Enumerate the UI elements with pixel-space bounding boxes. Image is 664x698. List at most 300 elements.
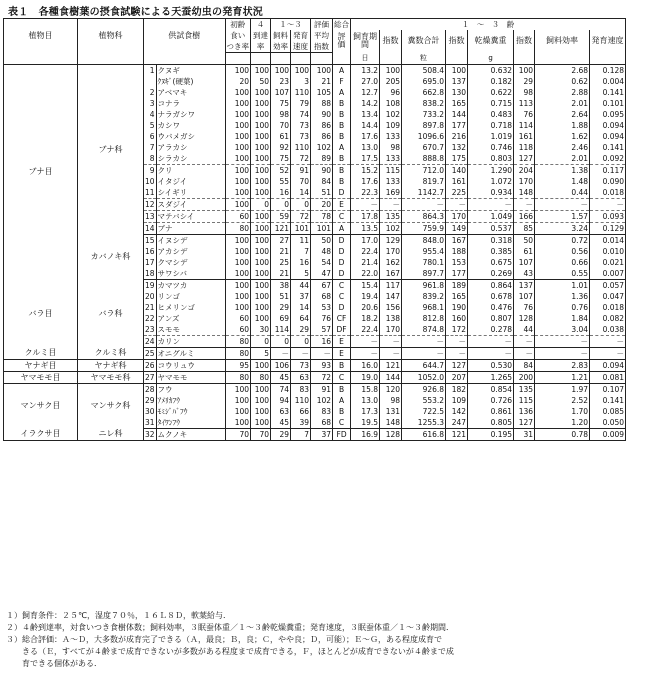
species-name: ｱﾒﾘｶﾌｳ: [156, 395, 225, 406]
data-cell: 78: [311, 211, 333, 223]
data-cell: 90: [311, 109, 333, 120]
data-cell: 839.2: [402, 291, 446, 302]
data-cell: 759.9: [402, 223, 446, 235]
family-cell: バラ科: [78, 280, 144, 348]
species-name: クマシデ: [156, 257, 225, 268]
data-cell: 144: [446, 109, 468, 120]
data-cell: 100: [225, 199, 251, 211]
data-cell: 138: [380, 313, 402, 324]
data-cell: 142: [446, 406, 468, 417]
data-cell: 102: [380, 223, 402, 235]
data-cell: 3.24: [535, 223, 590, 235]
header-c3b: 効率: [271, 41, 291, 53]
data-cell: 100: [271, 65, 291, 77]
data-cell: 44: [514, 324, 535, 336]
header-c4b: 速度: [291, 41, 311, 53]
data-cell: 2.88: [535, 87, 590, 98]
species-number: 24: [145, 336, 155, 346]
order-cell: バラ目: [4, 280, 78, 348]
data-cell: 148: [514, 187, 535, 199]
data-cell: 508.4: [402, 65, 446, 77]
data-cell: 100: [225, 302, 251, 313]
data-cell: 70: [225, 429, 251, 441]
data-cell: 100: [251, 246, 271, 257]
data-cell: 37: [311, 429, 333, 441]
data-cell: 121: [271, 223, 291, 235]
data-cell: －: [402, 336, 446, 348]
species-name: ﾓﾐｼﾞﾊﾞﾌｳ: [156, 406, 225, 417]
data-cell: －: [590, 336, 626, 348]
species-name: ヒメリンゴ: [156, 302, 225, 313]
data-cell: 100: [225, 235, 251, 247]
header-c4: 発育: [291, 30, 311, 41]
data-cell: 100: [225, 395, 251, 406]
data-cell: 117: [380, 280, 402, 292]
data-cell: 2.68: [535, 65, 590, 77]
data-cell: 1096.6: [402, 131, 446, 142]
data-cell: 16: [291, 257, 311, 268]
header-c8: 指数: [380, 30, 402, 53]
data-cell: －: [514, 336, 535, 348]
data-cell: 100: [251, 131, 271, 142]
species-number: 29: [145, 395, 155, 405]
data-cell: 1.38: [535, 165, 590, 177]
eval-grade: B: [333, 109, 351, 120]
data-cell: 0.090: [590, 176, 626, 187]
data-cell: 100: [225, 176, 251, 187]
data-cell: 1.265: [468, 372, 514, 384]
data-cell: 19.4: [351, 291, 380, 302]
data-cell: 0.62: [535, 76, 590, 87]
data-cell: 118: [514, 142, 535, 153]
data-cell: 100: [446, 65, 468, 77]
data-cell: －: [535, 348, 590, 360]
data-cell: 15.8: [351, 384, 380, 396]
header-c11: 乾燥糞重: [468, 30, 514, 53]
species-number: 17: [145, 257, 155, 267]
data-cell: 644.7: [402, 360, 446, 372]
data-cell: 68: [311, 417, 333, 429]
data-cell: 0.622: [468, 87, 514, 98]
data-cell: 50: [311, 235, 333, 247]
data-cell: 0.864: [468, 280, 514, 292]
data-cell: 1.36: [535, 291, 590, 302]
data-cell: 20.6: [351, 302, 380, 313]
data-cell: 955.4: [402, 246, 446, 257]
eval-grade: D: [333, 235, 351, 247]
species-name: ｸﾇｷﾞ(硬葉): [156, 76, 225, 87]
table-row: [4, 280, 626, 292]
data-cell: 69: [271, 313, 291, 324]
eval-grade: D: [333, 302, 351, 313]
data-cell: 0.55: [535, 268, 590, 280]
data-cell: 0.678: [468, 291, 514, 302]
species-number: 12: [145, 199, 155, 209]
data-cell: 137: [446, 76, 468, 87]
data-cell: 0.476: [468, 302, 514, 313]
data-cell: 21: [311, 76, 333, 87]
data-cell: 98: [380, 395, 402, 406]
data-cell: 21.4: [351, 257, 380, 268]
data-cell: 15.4: [351, 280, 380, 292]
data-cell: 100: [251, 417, 271, 429]
data-cell: 17.5: [351, 153, 380, 165]
data-cell: 100: [251, 257, 271, 268]
data-cell: 136: [514, 406, 535, 417]
data-cell: 17.6: [351, 131, 380, 142]
data-cell: 1.072: [468, 176, 514, 187]
data-cell: 100: [251, 65, 271, 77]
data-cell: 84: [311, 176, 333, 187]
species-name: スダジイ: [156, 199, 225, 211]
data-cell: 147: [380, 291, 402, 302]
eval-grade: A: [333, 142, 351, 153]
data-cell: 17.3: [351, 406, 380, 417]
data-cell: 16: [271, 187, 291, 199]
data-cell: 72: [311, 372, 333, 384]
eval-grade: CF: [333, 313, 351, 324]
data-cell: 553.2: [402, 395, 446, 406]
data-cell: 162: [380, 257, 402, 268]
data-cell: 68: [311, 291, 333, 302]
data-cell: 109: [380, 120, 402, 131]
header-c2: 到達: [251, 30, 271, 41]
data-cell: －: [380, 336, 402, 348]
data-cell: 88: [311, 98, 333, 109]
data-cell: 182: [446, 384, 468, 396]
data-cell: 27.0: [351, 76, 380, 87]
species-number: 11: [145, 187, 155, 197]
data-cell: 115: [514, 395, 535, 406]
table-row: [4, 235, 626, 247]
data-cell: 63: [291, 372, 311, 384]
data-cell: 135: [380, 211, 402, 223]
data-cell: 247: [446, 417, 468, 429]
data-cell: 73: [291, 120, 311, 131]
data-cell: 23: [271, 76, 291, 87]
data-cell: 127: [514, 417, 535, 429]
data-cell: 93: [311, 360, 333, 372]
eval-grade: B: [333, 384, 351, 396]
data-cell: 29: [291, 324, 311, 336]
data-cell: 13.4: [351, 109, 380, 120]
data-cell: 114: [514, 120, 535, 131]
data-cell: 0.101: [590, 98, 626, 109]
data-cell: 188: [446, 246, 468, 257]
table-row: [4, 348, 626, 360]
order-cell: ヤナギ目: [4, 360, 78, 372]
data-cell: －: [590, 199, 626, 211]
data-cell: 106: [271, 360, 291, 372]
data-cell: 153: [446, 257, 468, 268]
order-cell: ヤマモモ目: [4, 372, 78, 384]
data-cell: 120: [380, 384, 402, 396]
data-cell: 90: [311, 165, 333, 177]
data-cell: 0.854: [468, 384, 514, 396]
data-cell: 91: [291, 165, 311, 177]
footnote-3-cont: きる（Ｅ，すべてが４齢まで成育できないが多数がある程度まで成育できる，Ｆ，ほとんどが成育できないが４齢まで成: [6, 647, 454, 656]
data-cell: 114: [271, 324, 291, 336]
data-cell: 0.726: [468, 395, 514, 406]
data-cell: 29: [514, 76, 535, 87]
eval-grade: D: [333, 268, 351, 280]
data-cell: 897.7: [402, 268, 446, 280]
header-4: ４: [251, 19, 271, 31]
data-cell: 51: [271, 291, 291, 302]
species-number: 18: [145, 268, 155, 278]
data-cell: 100: [225, 417, 251, 429]
data-cell: 0.44: [535, 187, 590, 199]
data-cell: 102: [311, 142, 333, 153]
data-cell: 160: [446, 313, 468, 324]
species-name: クリ: [156, 165, 225, 177]
data-cell: 207: [446, 372, 468, 384]
data-cell: 0.807: [468, 313, 514, 324]
data-cell: 130: [446, 87, 468, 98]
table-title: 表１ 各種食樹葉の摂食試験による天蚕幼虫の発育状況: [8, 7, 263, 18]
footnote-3: ３）総合評価：Ａ～Ｄ，大多数が成育完了できる（Ａ，最良；Ｂ，良；Ｃ，やや良；Ｄ，可能）；Ｅ～Ｇ，ある程度成育で: [6, 635, 442, 644]
data-cell: 115: [380, 165, 402, 177]
species-name: イヌシデ: [156, 235, 225, 247]
eval-grade: E: [333, 336, 351, 348]
data-cell: 100: [251, 302, 271, 313]
data-cell: 100: [251, 360, 271, 372]
data-cell: 13.0: [351, 395, 380, 406]
species-number: 9: [144, 165, 157, 177]
data-cell: 1.01: [535, 280, 590, 292]
data-cell: 110: [291, 395, 311, 406]
data-cell: 7: [291, 246, 311, 257]
data-cell: 16: [311, 336, 333, 348]
data-cell: 0.66: [535, 257, 590, 268]
data-cell: 2.46: [535, 142, 590, 153]
data-cell: 105: [311, 87, 333, 98]
eval-grade: C: [333, 280, 351, 292]
data-cell: 0.010: [590, 246, 626, 257]
data-cell: 102: [311, 395, 333, 406]
data-cell: 1.84: [535, 313, 590, 324]
data-cell: －: [468, 348, 514, 360]
species-name: カリン: [156, 336, 225, 348]
header-total: 総合: [334, 19, 350, 29]
species-number: 19: [145, 280, 155, 290]
data-cell: 0.094: [590, 131, 626, 142]
data-cell: 838.2: [402, 98, 446, 109]
species-name: クヌギ: [156, 65, 225, 77]
order-cell: イラクサ目: [4, 429, 78, 441]
data-cell: 0.047: [590, 291, 626, 302]
data-cell: 100: [251, 120, 271, 131]
data-cell: 172: [446, 324, 468, 336]
data-cell: 100: [225, 131, 251, 142]
data-cell: 11: [291, 235, 311, 247]
species-number: 20: [145, 291, 155, 301]
data-cell: 0.715: [468, 98, 514, 109]
data-cell: 107: [514, 257, 535, 268]
species-name: ヤマモモ: [156, 372, 225, 384]
data-cell: －: [535, 336, 590, 348]
data-cell: 0.021: [590, 257, 626, 268]
species-number: 21: [145, 302, 155, 312]
data-cell: 137: [514, 280, 535, 292]
data-cell: 100: [251, 98, 271, 109]
data-cell: 76: [514, 302, 535, 313]
footnote-3-end: 育できる個体がある．: [6, 659, 102, 668]
data-cell: 170: [380, 246, 402, 257]
data-cell: 16.0: [351, 360, 380, 372]
data-cell: 695.0: [402, 76, 446, 87]
eval-grade: E: [333, 199, 351, 211]
data-cell: 80: [225, 336, 251, 348]
family-cell: ニレ科: [78, 429, 144, 441]
data-cell: 73: [291, 360, 311, 372]
data-cell: －: [446, 348, 468, 360]
data-cell: 86: [311, 131, 333, 142]
data-cell: 84: [514, 360, 535, 372]
data-cell: 0.78: [535, 429, 590, 441]
data-cell: 76: [311, 313, 333, 324]
species-number: 4: [144, 109, 157, 120]
species-name: リンゴ: [156, 291, 225, 302]
data-cell: 98: [514, 87, 535, 98]
data-cell: 127: [514, 153, 535, 165]
data-cell: 0.129: [590, 223, 626, 235]
data-cell: －: [535, 199, 590, 211]
footnote-1: １）飼育条件：２５℃，湿度７０％，１６Ｌ８Ｄ，軟葉給与．: [6, 611, 231, 620]
data-cell: 12.7: [351, 87, 380, 98]
data-cell: 59: [271, 211, 291, 223]
family-cell: カバノキ科: [78, 235, 144, 280]
species-name: サワシバ: [156, 268, 225, 280]
data-cell: 80: [225, 372, 251, 384]
data-cell: 83: [291, 384, 311, 396]
data-cell: 0.081: [590, 372, 626, 384]
data-cell: 100: [225, 268, 251, 280]
header-c7: 飼育期間: [351, 30, 380, 53]
header-c1b: つき率: [226, 41, 250, 51]
data-cell: 61: [514, 246, 535, 257]
data-cell: 670.7: [402, 142, 446, 153]
data-cell: 161: [446, 176, 468, 187]
data-cell: 0.018: [590, 302, 626, 313]
data-cell: 156: [380, 302, 402, 313]
data-cell: 1.88: [535, 120, 590, 131]
species-number: 14: [145, 223, 155, 233]
data-cell: 0.269: [468, 268, 514, 280]
data-cell: 17.0: [351, 235, 380, 247]
table-row: [4, 360, 626, 372]
order-cell: クルミ目: [4, 348, 78, 360]
eval-grade: C: [333, 417, 351, 429]
data-cell: 170: [446, 211, 468, 223]
data-cell: 100: [251, 384, 271, 396]
data-cell: 102: [380, 109, 402, 120]
data-cell: 100: [291, 65, 311, 77]
data-cell: 129: [380, 235, 402, 247]
eval-grade: B: [333, 165, 351, 177]
family-cell: クルミ科: [78, 348, 144, 360]
data-cell: 100: [251, 268, 271, 280]
species-number: [144, 76, 157, 87]
species-name: アカシデ: [156, 246, 225, 257]
footnote-2: ２）４齢到達率，対食いつき食樹体数；飼料効率，３眠蚕体重／１～３齢乾燥糞重；発育速度，３眠蚕体重／１～３齢期間．: [6, 623, 454, 632]
data-cell: 100: [225, 109, 251, 120]
species-name: ウバメガシ: [156, 131, 225, 142]
species-number: 31: [145, 417, 155, 427]
data-cell: 0.095: [590, 109, 626, 120]
data-cell: 107: [514, 291, 535, 302]
data-cell: 21: [271, 268, 291, 280]
data-cell: 13.0: [351, 142, 380, 153]
species-number: 26: [145, 360, 155, 370]
order-cell: ブナ目: [4, 65, 78, 280]
table-body: [4, 19, 626, 441]
data-cell: 0.72: [535, 235, 590, 247]
data-cell: 121: [380, 360, 402, 372]
header-c5: 平均: [311, 30, 333, 41]
data-cell: 0.004: [590, 76, 626, 87]
data-cell: 205: [380, 76, 402, 87]
eval-grade: B: [333, 153, 351, 165]
data-cell: 100: [251, 406, 271, 417]
data-cell: 80: [225, 348, 251, 360]
species-number: 25: [145, 348, 155, 358]
eval-grade: B: [333, 360, 351, 372]
data-cell: 1142.7: [402, 187, 446, 199]
species-name: オニグルミ: [156, 348, 225, 360]
data-cell: 13.5: [351, 223, 380, 235]
data-cell: 95: [225, 360, 251, 372]
data-cell: 170: [514, 176, 535, 187]
data-cell: 45: [271, 417, 291, 429]
eval-grade: D: [333, 246, 351, 257]
data-cell: 100: [251, 142, 271, 153]
data-cell: 0.530: [468, 360, 514, 372]
data-cell: 1.57: [535, 211, 590, 223]
data-cell: 60: [225, 324, 251, 336]
species-number: 1: [144, 65, 157, 77]
data-cell: 20: [225, 76, 251, 87]
eval-grade: B: [333, 120, 351, 131]
data-cell: －: [380, 199, 402, 211]
data-cell: 144: [380, 372, 402, 384]
species-name: アベマキ: [156, 87, 225, 98]
data-cell: 5: [251, 348, 271, 360]
data-cell: 135: [514, 384, 535, 396]
header-c5b: 指数: [311, 41, 333, 53]
data-cell: 0.014: [590, 235, 626, 247]
data-cell: 1.049: [468, 211, 514, 223]
data-cell: 1.48: [535, 176, 590, 187]
unit-grams: g: [468, 53, 514, 65]
header-c12: 指数: [514, 30, 535, 53]
species-number: 2: [144, 87, 157, 98]
data-cell: 14: [291, 302, 311, 313]
data-cell: 225: [446, 187, 468, 199]
data-cell: 121: [446, 429, 468, 441]
data-cell: 0.018: [590, 187, 626, 199]
data-cell: 89: [311, 153, 333, 165]
species-number: 27: [145, 372, 155, 382]
species-number: 8: [144, 153, 157, 165]
data-cell: 98: [271, 109, 291, 120]
data-cell: 0: [271, 199, 291, 211]
data-cell: 1.70: [535, 406, 590, 417]
data-cell: 0.093: [590, 211, 626, 223]
eval-grade: FD: [333, 429, 351, 441]
data-cell: 0.385: [468, 246, 514, 257]
data-cell: 17.8: [351, 211, 380, 223]
